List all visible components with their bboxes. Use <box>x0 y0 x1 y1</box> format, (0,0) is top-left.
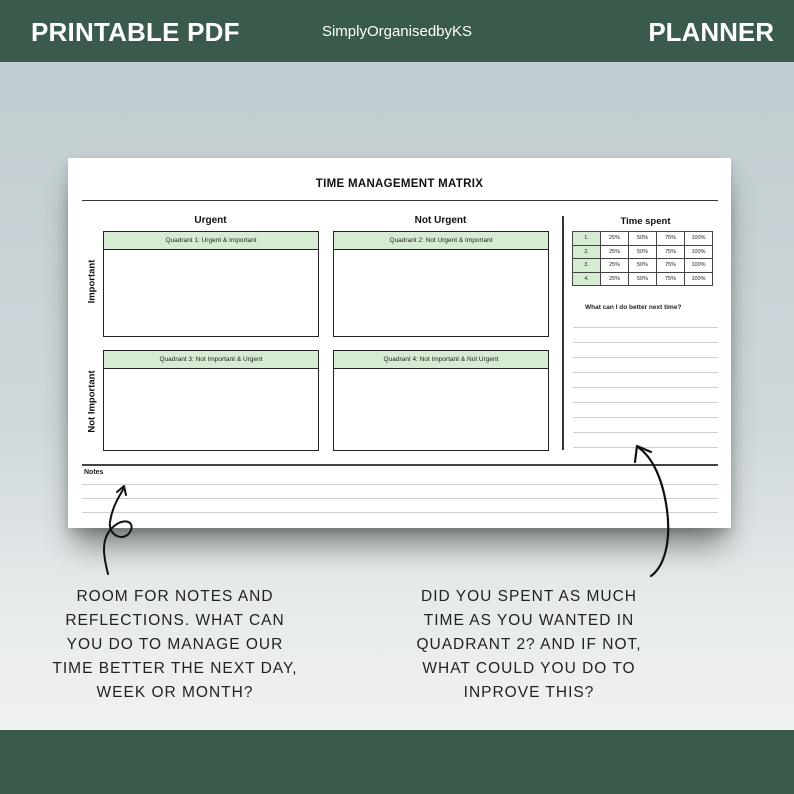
notes-caption: ROOM FOR NOTES AND REFLECTIONS. WHAT CAN YOU DO TO MANAGE OUR TIME BETTER THE NEXT DAY, WEEK OR MONTH? <box>52 588 298 701</box>
writing-line <box>573 372 718 373</box>
quadrant-caption: DID YOU SPENT AS MUCH TIME AS YOU WANTED IN QUADRANT 2? AND IF NOT, WHAT COULD YOU DO TO INPROVE THIS? <box>416 588 642 701</box>
writing-line <box>573 342 718 343</box>
top-banner <box>0 0 794 62</box>
table-cell: 75% <box>657 259 685 273</box>
row-heading-important: Important <box>86 259 98 304</box>
writing-line <box>573 387 718 388</box>
notes-line <box>82 498 718 499</box>
banner-right-label: PLANNER <box>648 17 774 47</box>
table-cell: 25% <box>601 232 629 246</box>
curved-arrow-icon <box>625 440 685 580</box>
table-row <box>573 232 713 246</box>
table-cell: 75% <box>657 245 685 259</box>
bottom-banner <box>0 730 794 794</box>
quadrant-3-box <box>103 350 319 451</box>
notes-line <box>82 512 718 513</box>
notes-line <box>82 484 718 485</box>
table-cell: 25% <box>601 259 629 273</box>
notes-heading: Notes <box>84 469 104 476</box>
writing-line <box>573 432 718 433</box>
banner-brand-name: SimplyOrganisedbyKS <box>321 23 473 40</box>
table-cell: 50% <box>629 232 657 246</box>
table-cell: 25% <box>601 245 629 259</box>
writing-line <box>573 402 718 403</box>
table-cell: 4. <box>573 272 601 286</box>
quadrant-4-box <box>333 350 549 451</box>
quadrant-2-box <box>333 231 549 337</box>
sheet-title: TIME MANAGEMENT MATRIX <box>315 178 484 190</box>
time-spent-table <box>572 231 713 286</box>
table-row <box>573 245 713 259</box>
quadrant-1-header: Quadrant 1: Urgent & Important <box>104 232 318 250</box>
table-cell: 50% <box>629 245 657 259</box>
quadrant-3-header: Quadrant 3: Not Important & Urgent <box>104 351 318 369</box>
curly-arrow-icon <box>90 478 150 578</box>
table-cell: 2. <box>573 245 601 259</box>
table-cell: 100% <box>685 272 713 286</box>
reflection-prompt: What can I do better next time? <box>585 304 682 311</box>
writing-line <box>573 417 718 418</box>
row-heading-not-important: Not Important <box>86 370 98 433</box>
quadrant-4-header: Quadrant 4: Not Important & Not Urgent <box>334 351 548 369</box>
column-heading-not-urgent: Not Urgent <box>414 215 467 226</box>
table-cell: 100% <box>685 259 713 273</box>
banner-left-label: PRINTABLE PDF <box>31 17 240 47</box>
table-cell: 100% <box>685 245 713 259</box>
writing-line <box>573 357 718 358</box>
section-divider <box>562 216 564 450</box>
table-cell: 25% <box>601 272 629 286</box>
table-cell: 50% <box>629 259 657 273</box>
time-spent-heading: Time spent <box>620 216 671 227</box>
table-row <box>573 259 713 273</box>
title-divider <box>82 200 718 201</box>
quadrant-1-box <box>103 231 319 337</box>
table-cell: 1. <box>573 232 601 246</box>
table-cell: 100% <box>685 232 713 246</box>
writing-line <box>573 327 718 328</box>
table-cell: 75% <box>657 232 685 246</box>
notes-divider <box>82 464 718 466</box>
table-cell: 50% <box>629 272 657 286</box>
column-heading-urgent: Urgent <box>194 215 227 226</box>
quadrant-2-header: Quadrant 2: Not Urgent & Important <box>334 232 548 250</box>
table-cell: 3. <box>573 259 601 273</box>
table-cell: 75% <box>657 272 685 286</box>
table-row <box>573 272 713 286</box>
